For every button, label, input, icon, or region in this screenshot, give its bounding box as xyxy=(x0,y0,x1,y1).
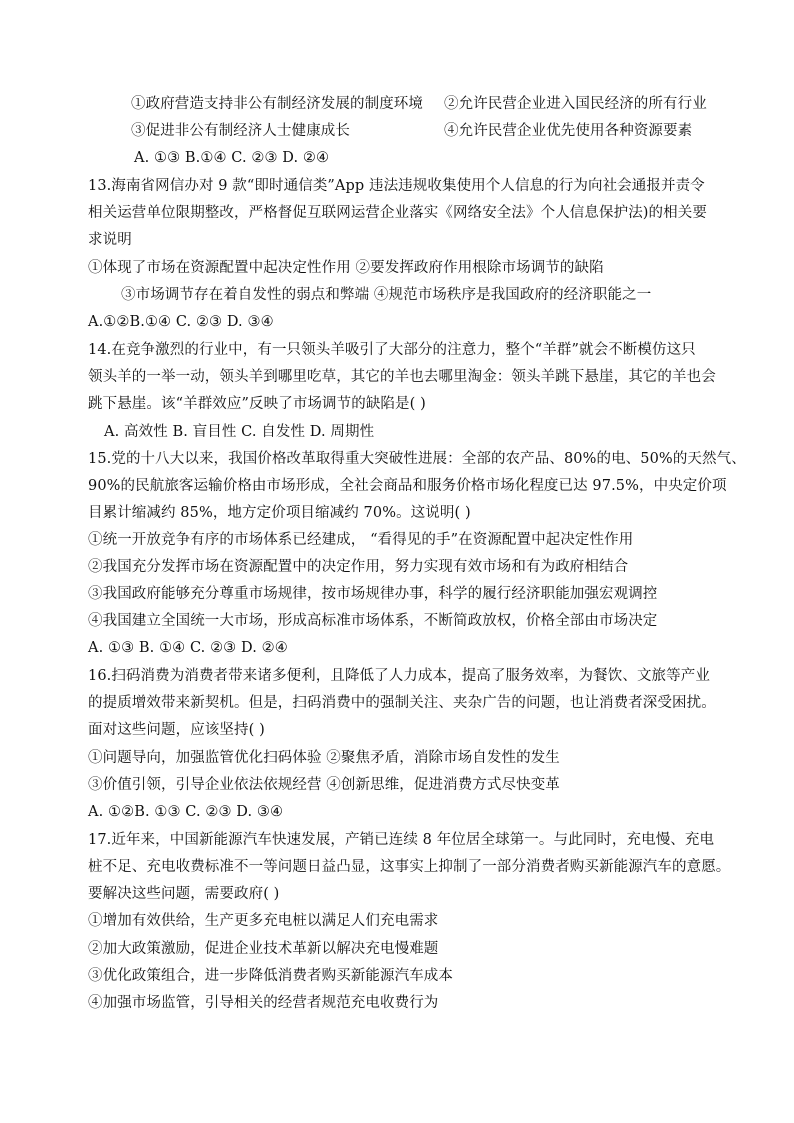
q17-option-3: ③优化政策组合，进一步降低消费者购买新能源汽车成本 xyxy=(88,968,453,984)
q13-options-3-4: ③市场调节存在着自发性的弱点和弊端 ④规范市场秩序是我国政府的经济职能之一 xyxy=(121,287,652,303)
q15-option-1: ①统一开放竞争有序的市场体系已经建成， “看得见的手”在资源配置中起决定性作用 xyxy=(88,532,634,548)
q17-stem-line-3: 要解决这些问题，需要政府( ) xyxy=(88,886,280,902)
q13-answer-choices: A.①②B.①④ C. ②③ D. ③④ xyxy=(88,314,274,330)
q16-stem-line-2: 的提质增效带来新契机。但是，扫码消费中的强制关注、夹杂广告的问题，也让消费者深受困扰。 xyxy=(88,695,716,711)
q15-answer-choices: A. ①③ B. ①④ C. ②③ D. ②④ xyxy=(88,640,288,656)
q16-options-3-4: ③价值引领，引导企业依法依规经营 ④创新思维，促进消费方式尽快变革 xyxy=(88,777,560,793)
q12-answer-choices: A. ①③ B.①④ C. ②③ D. ②④ xyxy=(134,150,330,166)
q15-option-2: ②我国充分发挥市场在资源配置中的决定作用，努力实现有效市场和有为政府相结合 xyxy=(88,559,629,575)
q12-option-2: ②允许民营企业进入国民经济的所有行业 xyxy=(444,96,707,112)
q12-option-3: ③促进非公有制经济人士健康成长 xyxy=(131,123,350,139)
q12-option-1: ①政府营造支持非公有制经济发展的制度环境 xyxy=(131,96,423,112)
q13-options-1-2: ①体现了市场在资源配置中起决定性作用 ②要发挥政府作用根除市场调节的缺陷 xyxy=(88,260,604,276)
q15-option-4: ④我国建立全国统一大市场，形成高标准市场体系，不断简政放权，价格全部由市场决定 xyxy=(88,613,658,629)
q15-stem-line-2: 90%的民航旅客运输价格由市场形成，全社会商品和服务价格市场化程度已达 97.5%，中央定价项 xyxy=(88,478,727,494)
q14-answer-choices: A. 高效性 B. 盲目性 C. 自发性 D. 周期性 xyxy=(104,424,375,440)
q13-stem-line-1: 13.海南省网信办对 9 款“即时通信类”App 违法违规收集使用个人信息的行为向社会通报并责令 xyxy=(88,178,705,194)
q12-option-4: ④允许民营企业优先使用各种资源要素 xyxy=(444,123,693,139)
q13-stem-line-3: 求说明 xyxy=(88,232,132,248)
q15-stem-line-1: 15.党的十八大以来，我国价格改革取得重大突破性进展：全部的农产品、80%的电、50%的天然气、 xyxy=(88,451,746,467)
q12-option-row-1 xyxy=(131,94,707,114)
q16-answer-choices: A. ①②B. ①③ C. ②③ D. ③④ xyxy=(88,804,284,820)
q17-option-1: ①增加有效供给，生产更多充电桩以满足人们充电需求 xyxy=(88,913,439,929)
q14-stem-line-2: 领头羊的一举一动，领头羊到哪里吃草，其它的羊也去哪里淘金：领头羊跳下悬崖，其它的羊也会 xyxy=(88,369,716,385)
q17-stem-line-2: 桩不足、充电收费标准不一等问题日益凸显，这事实上抑制了一部分消费者购买新能源汽车的意愿。 xyxy=(88,859,731,875)
q16-stem-line-1: 16.扫码消费为消费者带来诸多便利，且降低了人力成本，提高了服务效率，为餐饮、文旅等产业 xyxy=(88,668,710,684)
q17-stem-line-1: 17.近年来，中国新能源汽车快速发展，产销已连续 8 年位居全球第一。与此同时，充电慢、充电 xyxy=(88,832,715,848)
q16-options-1-2: ①问题导向，加强监管优化扫码体验 ②聚焦矛盾，消除市场自发性的发生 xyxy=(88,750,560,766)
q15-option-3: ③我国政府能够充分尊重市场规律，按市场规律办事，科学的履行经济职能加强宏观调控 xyxy=(88,586,658,602)
q12-option-row-2 xyxy=(131,121,693,141)
q17-option-4: ④加强市场监管，引导相关的经营者规范充电收费行为 xyxy=(88,995,439,1011)
q13-stem-line-2: 相关运营单位限期整改，严格督促互联网运营企业落实《网络安全法》个人信息保护法)的相关要 xyxy=(88,205,707,221)
q15-stem-line-3: 目累计缩减约 85%，地方定价项目缩减约 70%。这说明( ) xyxy=(88,505,471,521)
q14-stem-line-1: 14.在竞争激烈的行业中，有一只领头羊吸引了大部分的注意力，整个“羊群”就会不断模仿这只 xyxy=(88,342,696,358)
q16-stem-line-3: 面对这些问题，应该坚持( ) xyxy=(88,722,265,738)
q17-option-2: ②加大政策激励，促进企业技术革新以解决充电慢难题 xyxy=(88,941,439,957)
q14-stem-line-3: 跳下悬崖。该“羊群效应”反映了市场调节的缺陷是( ) xyxy=(88,396,426,412)
